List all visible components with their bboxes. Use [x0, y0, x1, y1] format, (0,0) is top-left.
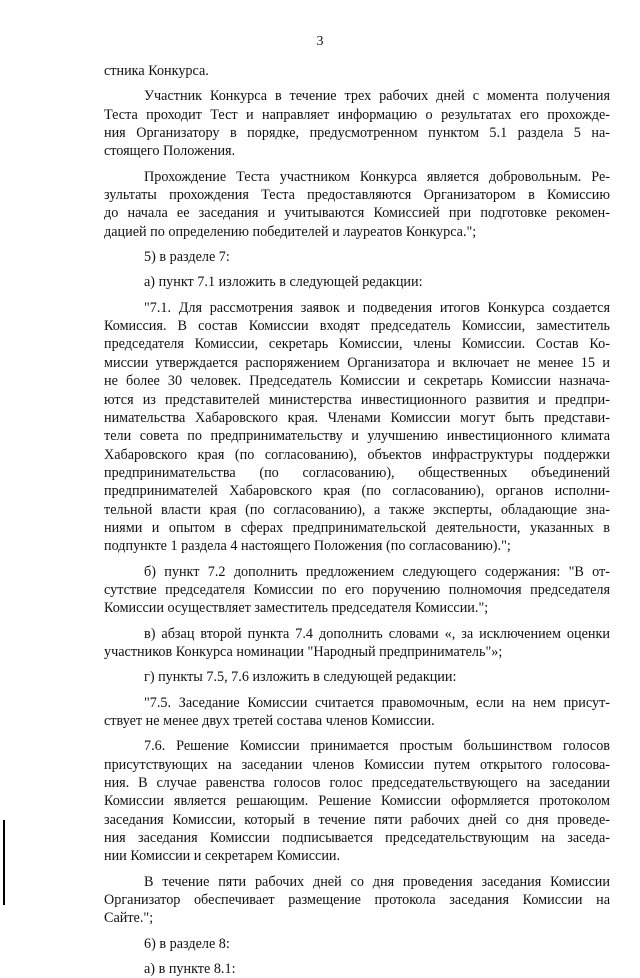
text-line: предпринимательства (по согласованию), общественных объединений	[104, 464, 610, 481]
paragraph-gap	[104, 161, 610, 168]
text-line: до начала ее заседания и учитываются Комиссией при подготовке рекомен-	[104, 205, 610, 222]
text-line: Комиссия. В состав Комиссии входят председатель Комиссии, заместитель	[104, 318, 610, 335]
text-line: ствует не менее двух третей состава членов Комиссии.	[104, 713, 435, 729]
text-line: В течение пяти рабочих дней со дня проведения заседания Комиссии	[144, 873, 610, 890]
text-line: ния. В случае равенства голосов голос председательствующего на заседании	[104, 775, 610, 792]
text-line: дацией по определению победителей и лауреатов Конкурса.";	[104, 223, 477, 240]
text-line: Организатор обеспечивает размещение протокола заседания Комиссии на	[104, 892, 610, 909]
text-line: присутствующих на заседании членов Комиссии путем открытого голосова-	[104, 756, 610, 773]
paragraph-gap	[104, 80, 610, 87]
paragraph-gap	[104, 928, 610, 935]
text-line: стника Конкурса.	[104, 63, 209, 79]
paragraph-gap	[104, 241, 610, 248]
text-line: сутствие председателя Комиссии по его поручению полномочия председателя	[104, 581, 610, 598]
text-line: заседания Комиссии, который в течение пяти рабочих дней со дня проведе-	[104, 811, 610, 828]
text-line: в) абзац второй пункта 7.4 дополнить словами «, за исключением оценки	[144, 625, 610, 642]
text-line: председателя Комиссии, секретарь Комиссии, члены Комиссии. Состав Ко-	[104, 336, 610, 353]
text-line: ниями и опытом в сферах предпринимательской деятельности, указанных в	[104, 519, 610, 536]
text-line: подпункте 1 раздела 4 настоящего Положения (по согласованию).";	[104, 538, 511, 555]
text-line: г) пункты 7.5, 7.6 изложить в следующей редакции:	[144, 669, 457, 686]
text-line: зультаты прохождения Теста предоставляются Организатором в Комиссию	[104, 187, 610, 204]
text-line: стоящего Положения.	[104, 143, 236, 160]
text-line: тельной власти края (по согласованию), а также эксперты, обладающие зна-	[104, 501, 610, 518]
paragraph-gap	[104, 953, 610, 960]
text-line: 7.6. Решение Комиссии принимается простым большинством голосов	[144, 738, 610, 755]
text-line: ются из представителей министерства инвестиционного развития и предпри-	[104, 391, 610, 408]
paragraph-gap	[104, 661, 610, 668]
text-line: а) в пункте 8.1:	[144, 961, 236, 978]
text-line: ния заседания Комиссии подписывается председательствующим на заседа-	[104, 830, 610, 847]
scan-edge-mark	[3, 820, 5, 905]
text-line: "7.1. Для рассмотрения заявок и подведения итогов Конкурса создается	[144, 299, 610, 316]
text-line: ния Организатору в порядке, предусмотренном пунктом 5.1 раздела 5 на-	[104, 125, 610, 142]
text-line: Теста проходит Тест и направляет информацию о результатах его прохожде-	[104, 106, 610, 123]
text-line: б) пункт 7.2 дополнить предложением следующего содержания: "В от-	[144, 563, 610, 580]
paragraph-gap	[104, 866, 610, 873]
text-line: Участник Конкурса в течение трех рабочих дней с момента получения	[144, 88, 610, 105]
document-body	[104, 62, 610, 978]
text-line: нии Комиссии и секретарем Комиссии.	[104, 848, 341, 865]
text-line: миссии утверждается распоряжением Организатора и включает не менее 15 и	[104, 354, 610, 371]
text-line: тели совета по предпринимательству и улучшению инвестиционного климата	[104, 428, 610, 445]
text-line: нимательства Хабаровского края. Членами Комиссии могут быть представи-	[104, 409, 610, 426]
text-line: не более 30 человек. Председатель Комиссии и секретарь Комиссии назнача-	[104, 373, 610, 390]
text-line: участников Конкурса номинации "Народный предприниматель"»;	[104, 643, 503, 660]
text-line: Прохождение Теста участником Конкурса является добровольным. Ре-	[144, 168, 610, 185]
paragraph-gap	[104, 292, 610, 299]
paragraph-gap	[104, 618, 610, 625]
text-line: а) пункт 7.1 изложить в следующей редакции:	[144, 274, 423, 291]
text-line: предпринимателей Хабаровского края (по согласованию), органов исполни-	[104, 483, 610, 500]
text-line: "7.5. Заседание Комиссии считается правомочным, если на нем присут-	[144, 694, 610, 711]
paragraph-gap	[104, 556, 610, 563]
paragraph-gap	[104, 687, 610, 694]
text-line: 5) в разделе 7:	[144, 249, 230, 266]
text-line: Хабаровского края (по согласованию), объектов инфраструктуры поддержки	[104, 446, 610, 463]
page-number: 3	[316, 34, 324, 49]
paragraph-gap	[104, 730, 610, 737]
text-line: Комиссии осуществляет заместитель председателя Комиссии.";	[104, 600, 489, 617]
text-line: Комиссии является решающим. Решение Комиссии оформляется протоколом	[104, 793, 610, 810]
paragraph-gap	[104, 266, 610, 273]
text-line: 6) в разделе 8:	[144, 935, 230, 952]
text-line: Сайте.";	[104, 910, 154, 927]
